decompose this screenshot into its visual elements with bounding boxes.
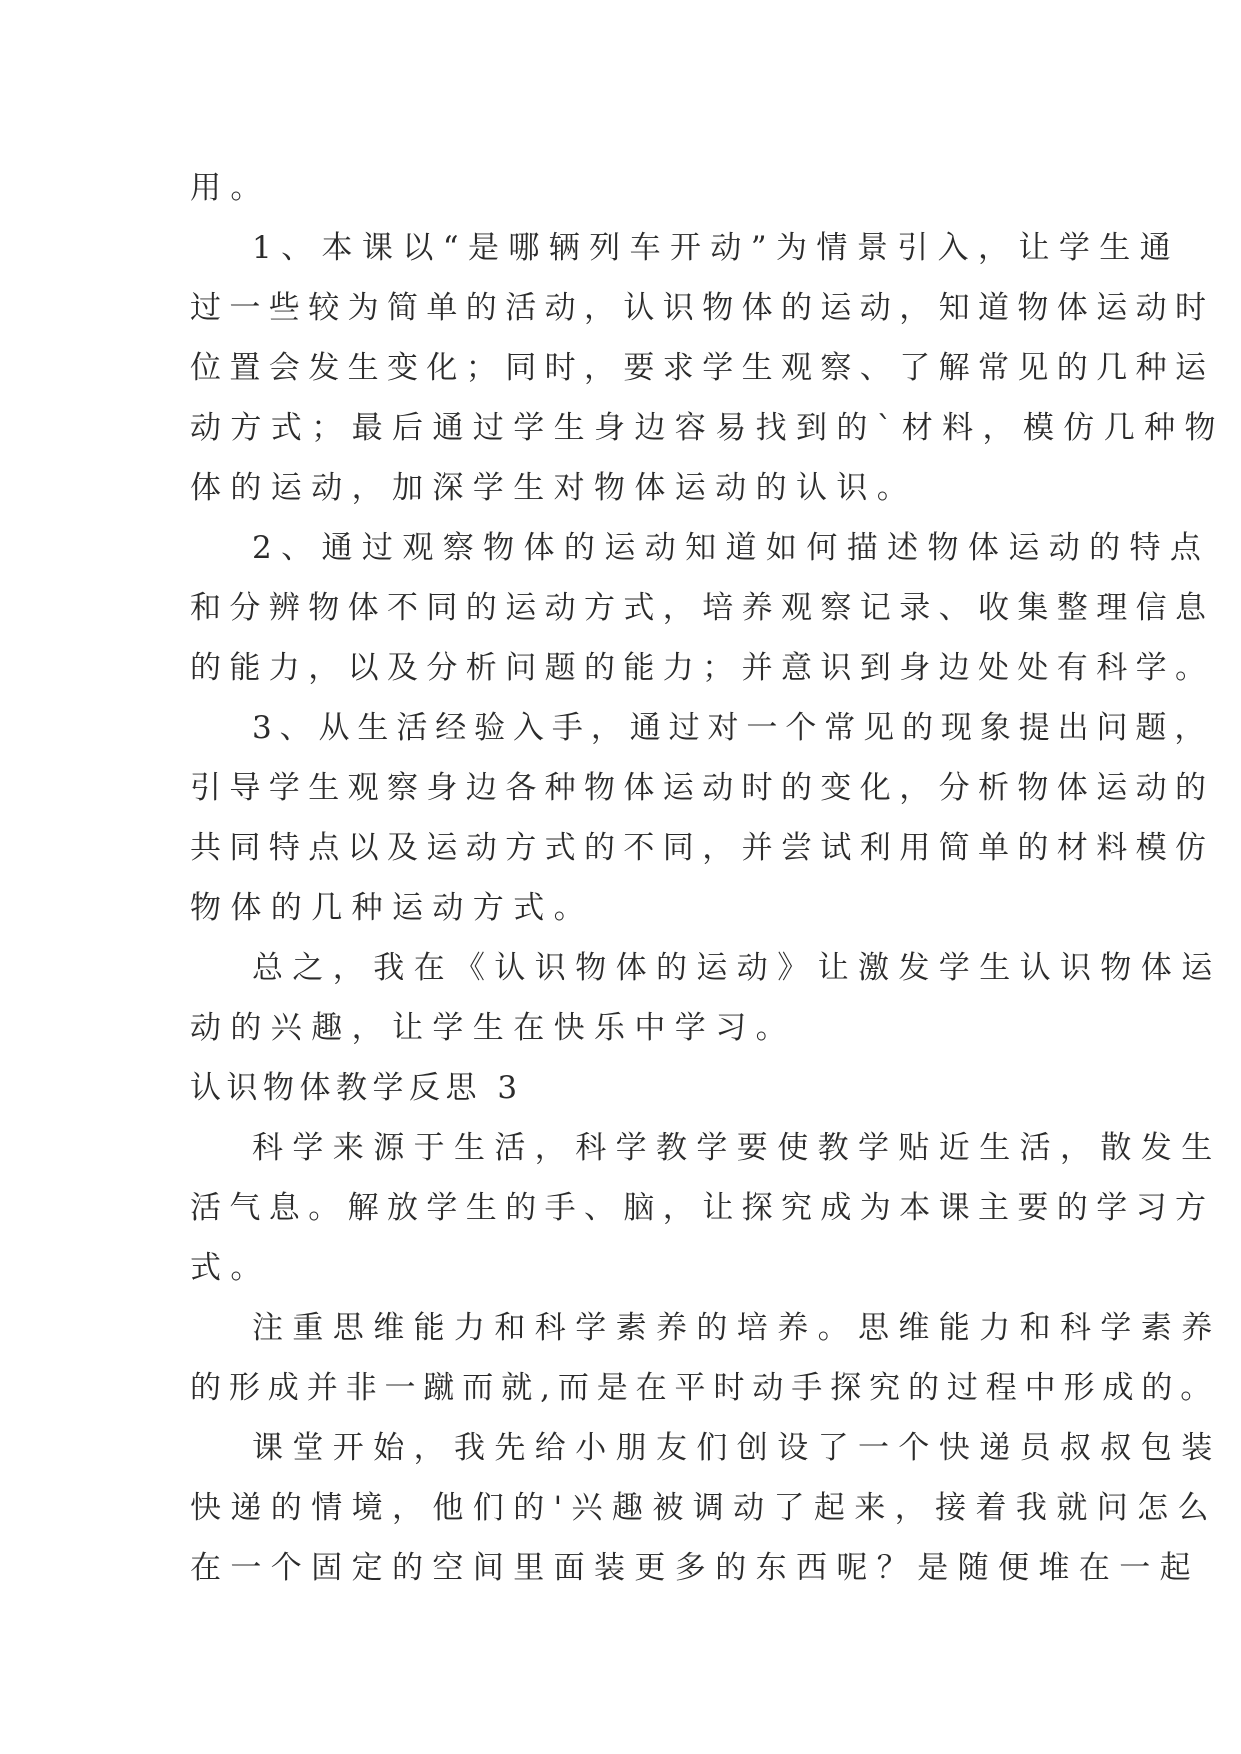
text-line: 位置会发生变化；同时，要求学生观察、了解常见的几种运 [190, 350, 1215, 386]
text-line: 在一个固定的空间里面装更多的东西呢？是随便堆在一起 [190, 1550, 1200, 1586]
text-line: 1、本课以“是哪辆列车开动”为情景引入，让学生通 [252, 230, 1181, 266]
text-line: 过一些较为简单的活动，认识物体的运动，知道物体运动时 [190, 290, 1215, 326]
text-line: 动方式；最后通过学生身边容易找到的`材料，模仿几种物 [190, 410, 1225, 446]
text-line: 的形成并非一蹴而就,而是在平时动手探究的过程中形成的。 [190, 1370, 1220, 1406]
text-line: 式。 [190, 1250, 271, 1286]
text-line: 总之，我在《认识物体的运动》让激发学生认识物体运 [252, 950, 1222, 986]
text-line: 快递的情境，他们的'兴趣被调动了起来，接着我就问怎么 [190, 1490, 1218, 1526]
text-line: 课堂开始，我先给小朋友们创设了一个快递员叔叔包装 [252, 1430, 1222, 1466]
text-line: 和分辨物体不同的运动方式，培养观察记录、收集整理信息 [190, 590, 1215, 626]
text-line: 的能力，以及分析问题的能力；并意识到身边处处有科学。 [190, 650, 1215, 686]
text-line: 2、通过观察物体的运动知道如何描述物体运动的特点 [252, 530, 1211, 566]
text-line: 共同特点以及运动方式的不同，并尝试利用简单的材料模仿 [190, 830, 1215, 866]
text-line: 3、从生活经验入手，通过对一个常见的现象提出问题， [252, 710, 1214, 746]
section-heading: 认识物体教学反思 3 [190, 1070, 523, 1106]
text-line: 活气息。解放学生的手、脑，让探究成为本课主要的学习方 [190, 1190, 1215, 1226]
text-line: 科学来源于生活，科学教学要使教学贴近生活，散发生 [252, 1130, 1222, 1166]
text-line: 注重思维能力和科学素养的培养。思维能力和科学素养 [252, 1310, 1222, 1346]
text-line: 引导学生观察身边各种物体运动时的变化，分析物体运动的 [190, 770, 1215, 806]
text-line: 物体的几种运动方式。 [190, 890, 594, 926]
text-line: 体的运动，加深学生对物体运动的认识。 [190, 470, 918, 506]
document-body [190, 158, 1225, 1598]
text-line: 用。 [190, 170, 271, 206]
text-line: 动的兴趣，让学生在快乐中学习。 [190, 1010, 796, 1046]
